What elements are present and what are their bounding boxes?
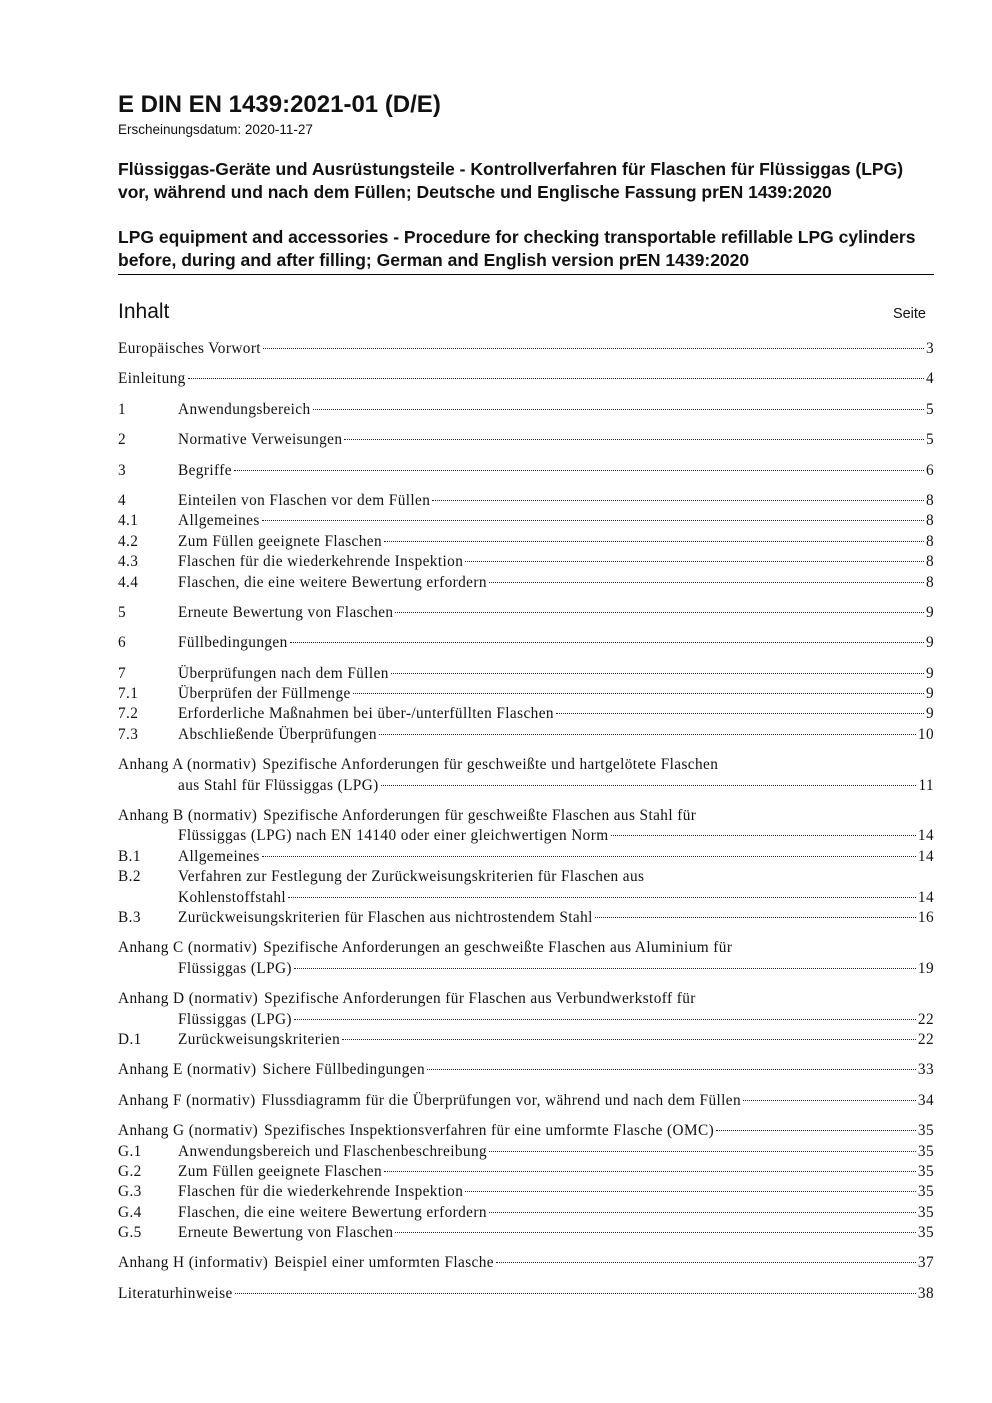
toc-entry-line — [118, 989, 934, 1009]
toc-annex-label: Anhang G (normativ) — [118, 1122, 259, 1140]
toc-dot-leader — [381, 785, 917, 786]
toc-dot-leader — [384, 1171, 916, 1172]
toc-annex-label: Anhang A (normativ) — [118, 756, 257, 774]
toc-dot-leader — [465, 1191, 916, 1192]
toc-page-number: 9 — [925, 664, 934, 682]
toc-entry-title: Erneute Bewertung von Flaschen — [178, 1224, 394, 1242]
toc-entry[interactable] — [118, 1142, 934, 1162]
toc-entry[interactable] — [118, 888, 934, 908]
toc-group — [118, 755, 934, 796]
toc-entry-title: Überprüfen der Füllmenge — [178, 685, 351, 703]
toc-entry-title: Spezifische Anforderungen für Flaschen aus Verbundwerkstoff für — [264, 990, 696, 1008]
toc-group — [118, 461, 934, 481]
toc-entry[interactable] — [118, 826, 934, 846]
toc-dot-leader — [395, 612, 923, 613]
toc-page-number: 35 — [917, 1162, 934, 1180]
toc-entry-title: Sichere Füllbedingungen — [262, 1061, 426, 1079]
toc-dot-leader — [344, 439, 924, 440]
title-english: LPG equipment and accessories - Procedure for checking transportable refillable LPG cylinders before, during and after filling; German and English version prEN 1439:2020 — [118, 226, 934, 275]
toc-entry-title: Flaschen für die wiederkehrende Inspektion — [178, 553, 464, 571]
toc-page-number: 10 — [917, 725, 934, 743]
toc-entry[interactable] — [118, 908, 934, 928]
toc-page-number: 8 — [925, 512, 934, 530]
table-of-contents — [118, 339, 934, 1304]
toc-entry-title: Einteilen von Flaschen vor dem Füllen — [178, 491, 431, 509]
toc-entry-title: Anwendungsbereich und Flaschenbeschreibung — [178, 1142, 488, 1160]
toc-entry-title: Spezifische Anforderungen für geschweißte und hartgelötete Flaschen — [262, 756, 719, 774]
toc-entry-title: Allgemeines — [178, 847, 260, 865]
toc-entry-title: Zurückweisungskriterien für Flaschen aus nichtrostendem Stahl — [178, 908, 593, 926]
toc-entry[interactable] — [118, 1091, 934, 1111]
toc-dot-leader — [263, 348, 924, 349]
toc-dot-leader — [288, 897, 916, 898]
toc-entry-title: Flüssiggas (LPG) nach EN 14140 oder einer gleichwertigen Norm — [178, 827, 609, 845]
toc-group — [118, 1091, 934, 1111]
toc-entry-title: Flaschen, die eine weitere Bewertung erfordern — [178, 573, 487, 591]
toc-entry[interactable] — [118, 400, 934, 420]
toc-entry[interactable] — [118, 1223, 934, 1243]
toc-page-number: 35 — [917, 1122, 934, 1140]
toc-page-number: 8 — [925, 553, 934, 571]
toc-dot-leader — [489, 582, 924, 583]
toc-entry[interactable] — [118, 725, 934, 745]
toc-dot-leader — [313, 409, 924, 410]
toc-heading: Inhalt — [118, 300, 170, 323]
toc-entry-number: 4.1 — [118, 512, 139, 530]
toc-entry[interactable] — [118, 1284, 934, 1304]
toc-page-number: 11 — [918, 776, 934, 794]
toc-entry-number: G.2 — [118, 1162, 142, 1180]
toc-page-number: 35 — [917, 1183, 934, 1201]
toc-entry[interactable] — [118, 1010, 934, 1030]
toc-entry-number: 1 — [118, 400, 127, 418]
toc-page-number: 33 — [917, 1061, 934, 1079]
toc-entry[interactable] — [118, 1030, 934, 1050]
toc-entry[interactable] — [118, 461, 934, 481]
toc-entry-title: Flaschen für die wiederkehrende Inspektion — [178, 1183, 464, 1201]
toc-dot-leader — [395, 1232, 915, 1233]
toc-entry-title: Flaschen, die eine weitere Bewertung erfordern — [178, 1203, 487, 1221]
toc-entry-title: Spezifische Anforderungen an geschweißte Flaschen aus Aluminium für — [263, 939, 733, 957]
toc-entry-title: Erneute Bewertung von Flaschen — [178, 603, 394, 621]
page-column-heading: Seite — [892, 306, 926, 322]
toc-entry-number: 4.3 — [118, 553, 139, 571]
toc-entry-title: Zum Füllen geeignete Flaschen — [178, 532, 383, 550]
toc-page-number: 6 — [925, 461, 934, 479]
toc-entry[interactable] — [118, 847, 934, 867]
toc-dot-leader — [556, 713, 924, 714]
toc-entry[interactable] — [118, 1121, 934, 1141]
toc-entry-number: 7.1 — [118, 685, 139, 703]
toc-dot-leader — [262, 520, 924, 521]
toc-entry[interactable] — [118, 704, 934, 724]
toc-entry-number: B.2 — [118, 868, 141, 886]
toc-page-number: 35 — [917, 1203, 934, 1221]
toc-dot-leader — [489, 1212, 916, 1213]
toc-group — [118, 664, 934, 746]
toc-entry-number: B.1 — [118, 847, 141, 865]
toc-dot-leader — [294, 1019, 916, 1020]
toc-entry[interactable] — [118, 552, 934, 572]
toc-entry-number: 7.3 — [118, 725, 139, 743]
toc-entry[interactable] — [118, 1203, 934, 1223]
toc-entry-number: 7 — [118, 664, 127, 682]
toc-entry[interactable] — [118, 573, 934, 593]
toc-entry[interactable] — [118, 339, 934, 359]
toc-dot-leader — [379, 734, 916, 735]
toc-entry[interactable] — [118, 776, 934, 796]
toc-dot-leader — [432, 500, 924, 501]
toc-entry-title: Flussdiagramm für die Überprüfungen vor, während und nach dem Füllen — [261, 1091, 742, 1109]
toc-entry-title: Erforderliche Maßnahmen bei über-/unterfüllten Flaschen — [178, 705, 554, 723]
toc-page-number: 3 — [925, 340, 934, 357]
toc-page-number: 35 — [917, 1142, 934, 1160]
toc-entry[interactable] — [118, 1182, 934, 1202]
title-german: Flüssiggas-Geräte und Ausrüstungsteile - Kontrollverfahren für Flaschen für Flüssiggas (LPG) vor, während und nach dem Füllen; Deutsche und Englische Fassung prEN 1439:2020 — [118, 159, 904, 202]
toc-entry-line — [118, 806, 934, 826]
toc-page-number: 8 — [925, 573, 934, 591]
toc-entry[interactable] — [118, 511, 934, 531]
toc-page-number: 5 — [925, 431, 934, 449]
toc-page-number: 16 — [917, 908, 934, 926]
toc-entry-title: Zurückweisungskriterien — [178, 1030, 341, 1048]
toc-group — [118, 938, 934, 979]
toc-entry-title: Einleitung — [118, 370, 186, 388]
toc-page-number: 38 — [917, 1284, 934, 1302]
toc-entry-title: Literaturhinweise — [118, 1284, 233, 1302]
toc-entry[interactable] — [118, 664, 934, 684]
toc-entry[interactable] — [118, 1253, 934, 1273]
issue-date: Erscheinungsdatum: 2020-11-27 — [118, 122, 313, 137]
toc-entry-number: 6 — [118, 634, 127, 652]
toc-entry-title: Füllbedingungen — [178, 634, 288, 652]
toc-entry-number: 5 — [118, 603, 127, 621]
toc-entry-number: 7.2 — [118, 705, 139, 723]
toc-dot-leader — [496, 1262, 916, 1263]
toc-dot-leader — [235, 1293, 916, 1294]
toc-entry-number: D.1 — [118, 1030, 142, 1048]
toc-entry-title: Spezifische Anforderungen für geschweißte Flaschen aus Stahl für — [263, 807, 697, 825]
toc-entry-title: Begriffe — [178, 461, 232, 479]
toc-entry-title: Zum Füllen geeignete Flaschen — [178, 1162, 383, 1180]
toc-page-number: 14 — [917, 847, 934, 865]
toc-annex-label: Anhang H (informativ) — [118, 1254, 269, 1272]
toc-page-number: 34 — [917, 1091, 934, 1109]
toc-annex-label: Anhang D (normativ) — [118, 990, 259, 1008]
document-page — [118, 90, 934, 1314]
toc-entry-title: Flüssiggas (LPG) — [178, 1010, 292, 1028]
toc-group — [118, 1284, 934, 1304]
toc-dot-leader — [342, 1039, 916, 1040]
toc-entry-number: 4 — [118, 491, 127, 509]
toc-group — [118, 400, 934, 420]
toc-annex-label: Anhang F (normativ) — [118, 1091, 256, 1109]
toc-entry-number: 4.4 — [118, 573, 139, 591]
toc-group — [118, 603, 934, 623]
toc-dot-leader — [188, 378, 924, 379]
toc-dot-leader — [465, 561, 924, 562]
toc-entry-number: G.3 — [118, 1183, 142, 1201]
toc-group — [118, 989, 934, 1050]
toc-entry[interactable] — [118, 1060, 934, 1080]
toc-page-number: 5 — [925, 400, 934, 418]
toc-entry-title: Flüssiggas (LPG) — [178, 959, 292, 977]
toc-entry[interactable] — [118, 1162, 934, 1182]
toc-page-number: 9 — [925, 634, 934, 652]
toc-dot-leader — [290, 642, 924, 643]
toc-entry[interactable] — [118, 369, 934, 389]
toc-dot-leader — [391, 673, 924, 674]
toc-entry[interactable] — [118, 684, 934, 704]
toc-dot-leader — [595, 917, 916, 918]
toc-entry-title: Abschließende Überprüfungen — [178, 725, 377, 743]
toc-entry-line — [118, 867, 934, 887]
toc-dot-leader — [611, 835, 916, 836]
toc-entry-title: Verfahren zur Festlegung der Zurückweisungskriterien für Flaschen aus — [178, 868, 645, 886]
toc-entry-line — [118, 938, 934, 958]
toc-entry[interactable] — [118, 532, 934, 552]
toc-group — [118, 633, 934, 653]
toc-entry-number: G.4 — [118, 1203, 142, 1221]
toc-dot-leader — [743, 1100, 916, 1101]
document-designation: E DIN EN 1439:2021-01 (D/E) — [118, 91, 441, 118]
toc-page-number: 8 — [925, 491, 934, 509]
toc-dot-leader — [489, 1151, 916, 1152]
toc-entry[interactable] — [118, 430, 934, 450]
toc-annex-label: Anhang E (normativ) — [118, 1061, 257, 1079]
toc-page-number: 8 — [925, 532, 934, 550]
toc-dot-leader — [353, 693, 924, 694]
toc-page-number: 9 — [925, 603, 934, 621]
toc-entry-title: Europäisches Vorwort — [118, 340, 261, 357]
toc-dot-leader — [262, 856, 916, 857]
toc-page-number: 9 — [925, 705, 934, 723]
toc-page-number: 4 — [925, 370, 934, 388]
toc-entry-title: Überprüfungen nach dem Füllen — [178, 664, 389, 682]
toc-entry-title: Spezifisches Inspektionsverfahren für eine umformte Flasche (OMC) — [264, 1122, 715, 1140]
toc-page-number: 19 — [917, 959, 934, 977]
toc-page-number: 14 — [917, 827, 934, 845]
toc-page-number: 9 — [925, 685, 934, 703]
toc-entry-number: B.3 — [118, 908, 141, 926]
toc-entry-number: 2 — [118, 431, 127, 449]
toc-group — [118, 1253, 934, 1273]
toc-entry[interactable] — [118, 959, 934, 979]
toc-entry-title: Anwendungsbereich — [178, 400, 311, 418]
toc-group — [118, 1060, 934, 1080]
toc-dot-leader — [427, 1069, 916, 1070]
toc-annex-label: Anhang B (normativ) — [118, 807, 258, 825]
toc-group — [118, 491, 934, 593]
toc-page-number: 22 — [917, 1010, 934, 1028]
toc-annex-label: Anhang C (normativ) — [118, 939, 258, 957]
toc-dot-leader — [234, 470, 924, 471]
toc-entry-title: Normative Verweisungen — [178, 431, 343, 449]
toc-page-number: 22 — [917, 1030, 934, 1048]
toc-header — [118, 300, 934, 324]
toc-group — [118, 369, 934, 389]
toc-group — [118, 339, 934, 359]
toc-dot-leader — [384, 541, 924, 542]
toc-entry-number: G.5 — [118, 1224, 142, 1242]
toc-group — [118, 1121, 934, 1243]
toc-entry-title: Beispiel einer umformten Flasche — [274, 1254, 494, 1272]
toc-dot-leader — [716, 1130, 916, 1131]
toc-entry-title: Allgemeines — [178, 512, 260, 530]
toc-entry-number: G.1 — [118, 1142, 142, 1160]
toc-page-number: 37 — [917, 1254, 934, 1272]
toc-entry[interactable] — [118, 633, 934, 653]
toc-entry[interactable] — [118, 603, 934, 623]
toc-page-number: 35 — [917, 1224, 934, 1242]
toc-group — [118, 430, 934, 450]
toc-entry[interactable] — [118, 491, 934, 511]
toc-entry-number: 4.2 — [118, 532, 139, 550]
toc-page-number: 14 — [917, 888, 934, 906]
toc-entry-title: Kohlenstoffstahl — [178, 888, 287, 906]
toc-entry-title: aus Stahl für Flüssiggas (LPG) — [178, 776, 379, 794]
toc-group — [118, 806, 934, 928]
toc-entry-number: 3 — [118, 461, 127, 479]
toc-dot-leader — [294, 968, 916, 969]
toc-entry-line — [118, 755, 934, 775]
